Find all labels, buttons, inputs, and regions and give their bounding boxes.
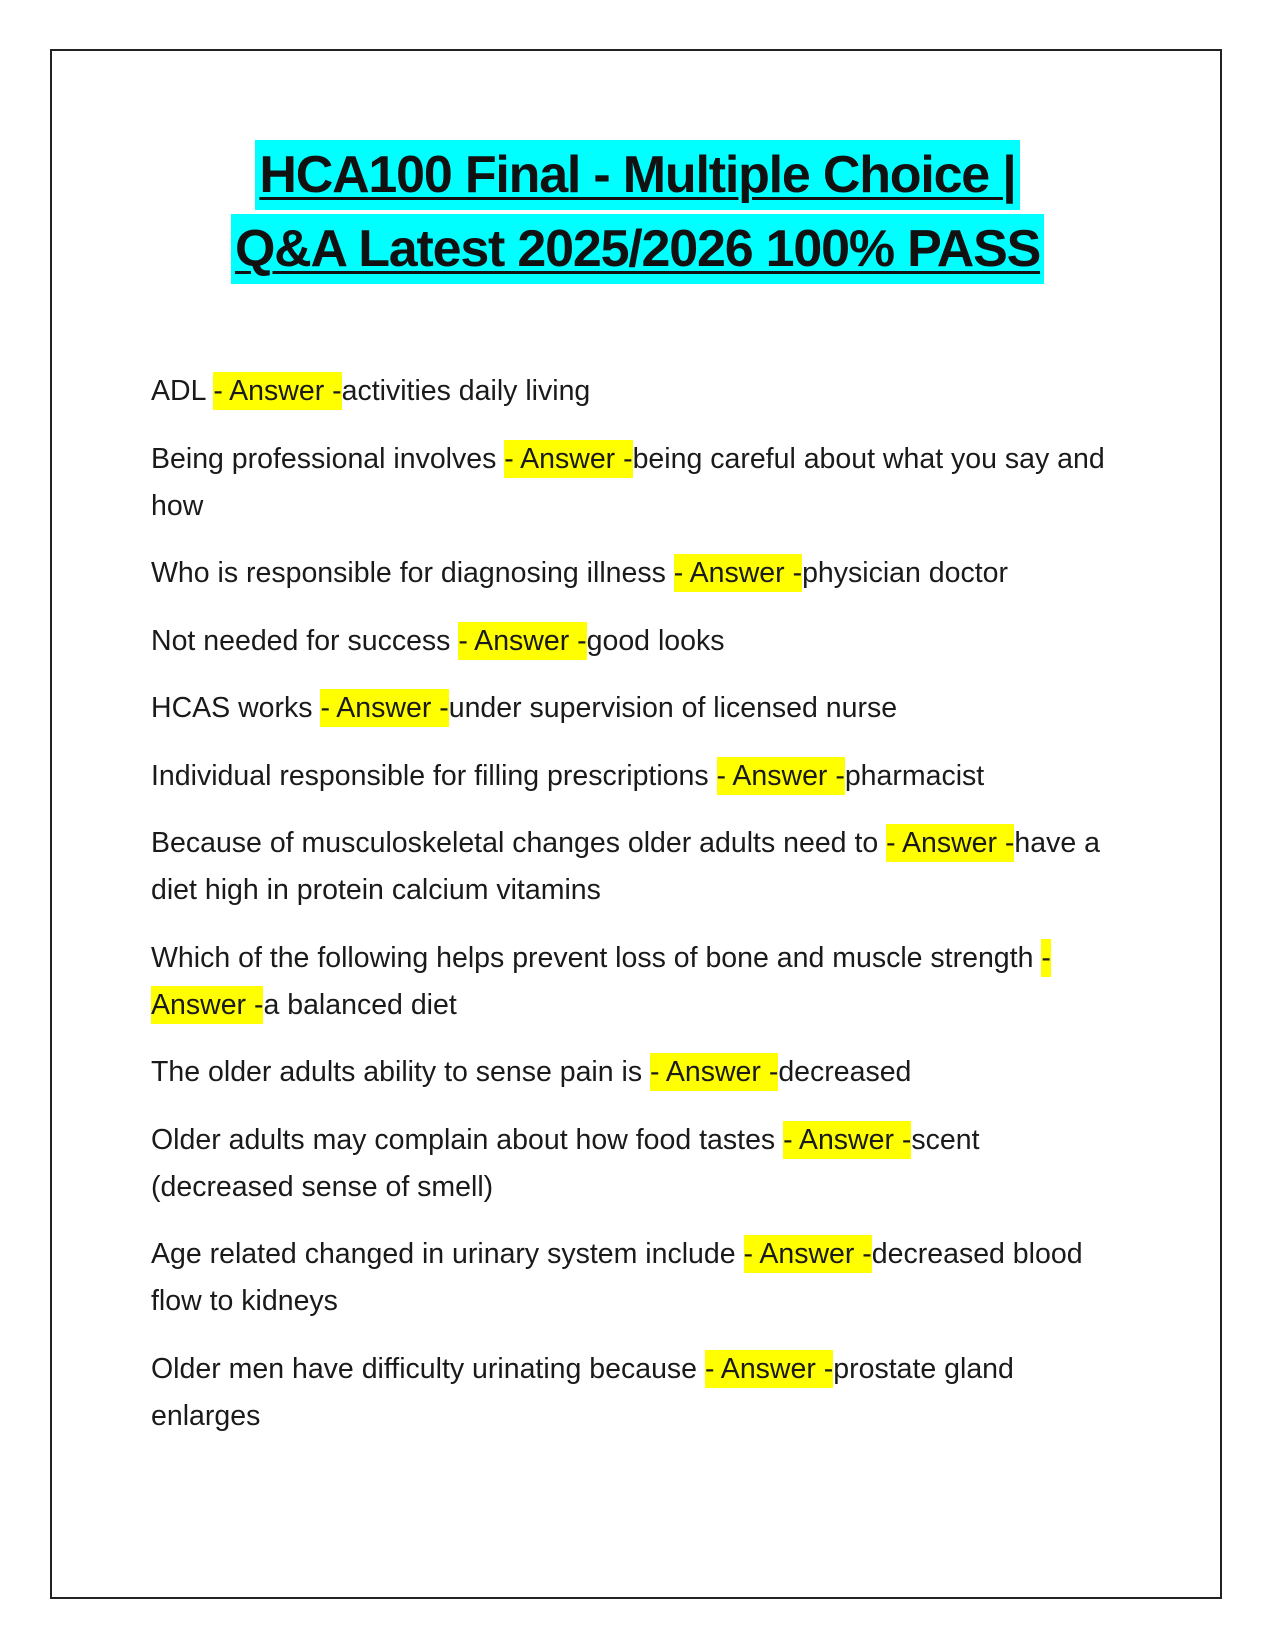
qa-item	[151, 550, 1121, 597]
qa-item	[151, 368, 1121, 415]
answer-text: decreased blood flow to kidneys	[151, 1238, 1083, 1317]
answer-text: physician doctor	[802, 557, 1009, 589]
qa-list	[151, 368, 1121, 1460]
qa-item	[151, 753, 1121, 800]
title-line-1: HCA100 Final - Multiple Choice |	[255, 140, 1019, 210]
answer-text: have a diet high in protein calcium vitamins	[151, 827, 1100, 906]
answer-text: pharmacist	[844, 759, 985, 792]
document-title	[0, 140, 1275, 288]
question-text: Because of musculoskeletal changes older adults need to	[151, 827, 887, 859]
answer-text: prostate gland enlarges	[151, 1352, 1014, 1432]
answer-text: activities daily living	[341, 375, 591, 407]
answer-marker: - Answer -	[717, 757, 845, 795]
answer-marker: - Answer -	[886, 824, 1014, 862]
answer-marker: - Answer -	[705, 1350, 833, 1388]
qa-item	[151, 1049, 1121, 1096]
question-text: Being professional involves	[151, 442, 505, 475]
question-text: Who is responsible for diagnosing illness	[151, 557, 674, 589]
qa-item	[151, 1117, 1121, 1211]
qa-item	[151, 685, 1121, 732]
question-text: Older men have difficulty urinating because	[151, 1352, 705, 1385]
answer-text: a balanced diet	[263, 988, 457, 1021]
qa-item	[151, 436, 1121, 530]
answer-text: decreased	[778, 1056, 912, 1088]
qa-item	[151, 618, 1121, 665]
answer-marker: - Answer -	[744, 1235, 872, 1273]
answer-marker: - Answer -	[151, 939, 1051, 1024]
question-text: The older adults ability to sense pain is	[151, 1056, 651, 1088]
qa-item	[151, 1231, 1121, 1325]
question-text: Older adults may complain about how food tastes	[151, 1123, 784, 1156]
question-text: Which of the following helps prevent loss of bone and muscle strength	[151, 941, 1042, 974]
answer-text: under supervision of licensed nurse	[448, 692, 898, 724]
answer-marker: - Answer -	[458, 622, 586, 660]
answer-marker: - Answer -	[783, 1121, 911, 1159]
qa-item	[151, 935, 1121, 1029]
answer-text: scent (decreased sense of smell)	[151, 1123, 980, 1203]
question-text: Individual responsible for filling prescriptions	[151, 759, 717, 792]
qa-item	[151, 1346, 1121, 1440]
answer-marker: - Answer -	[674, 554, 802, 592]
answer-marker: - Answer -	[213, 372, 341, 410]
question-text: ADL	[151, 375, 214, 407]
title-line-2: Q&A Latest 2025/2026 100% PASS	[231, 214, 1044, 284]
question-text: Not needed for success	[151, 624, 459, 657]
answer-marker: - Answer -	[320, 689, 448, 727]
answer-marker: - Answer -	[650, 1053, 778, 1091]
answer-marker: - Answer -	[504, 440, 632, 478]
answer-text: being careful about what you say and how	[151, 442, 1105, 522]
question-text: Age related changed in urinary system include	[151, 1238, 744, 1270]
answer-text: good looks	[586, 624, 725, 657]
question-text: HCAS works	[151, 692, 321, 724]
qa-item	[151, 820, 1121, 914]
